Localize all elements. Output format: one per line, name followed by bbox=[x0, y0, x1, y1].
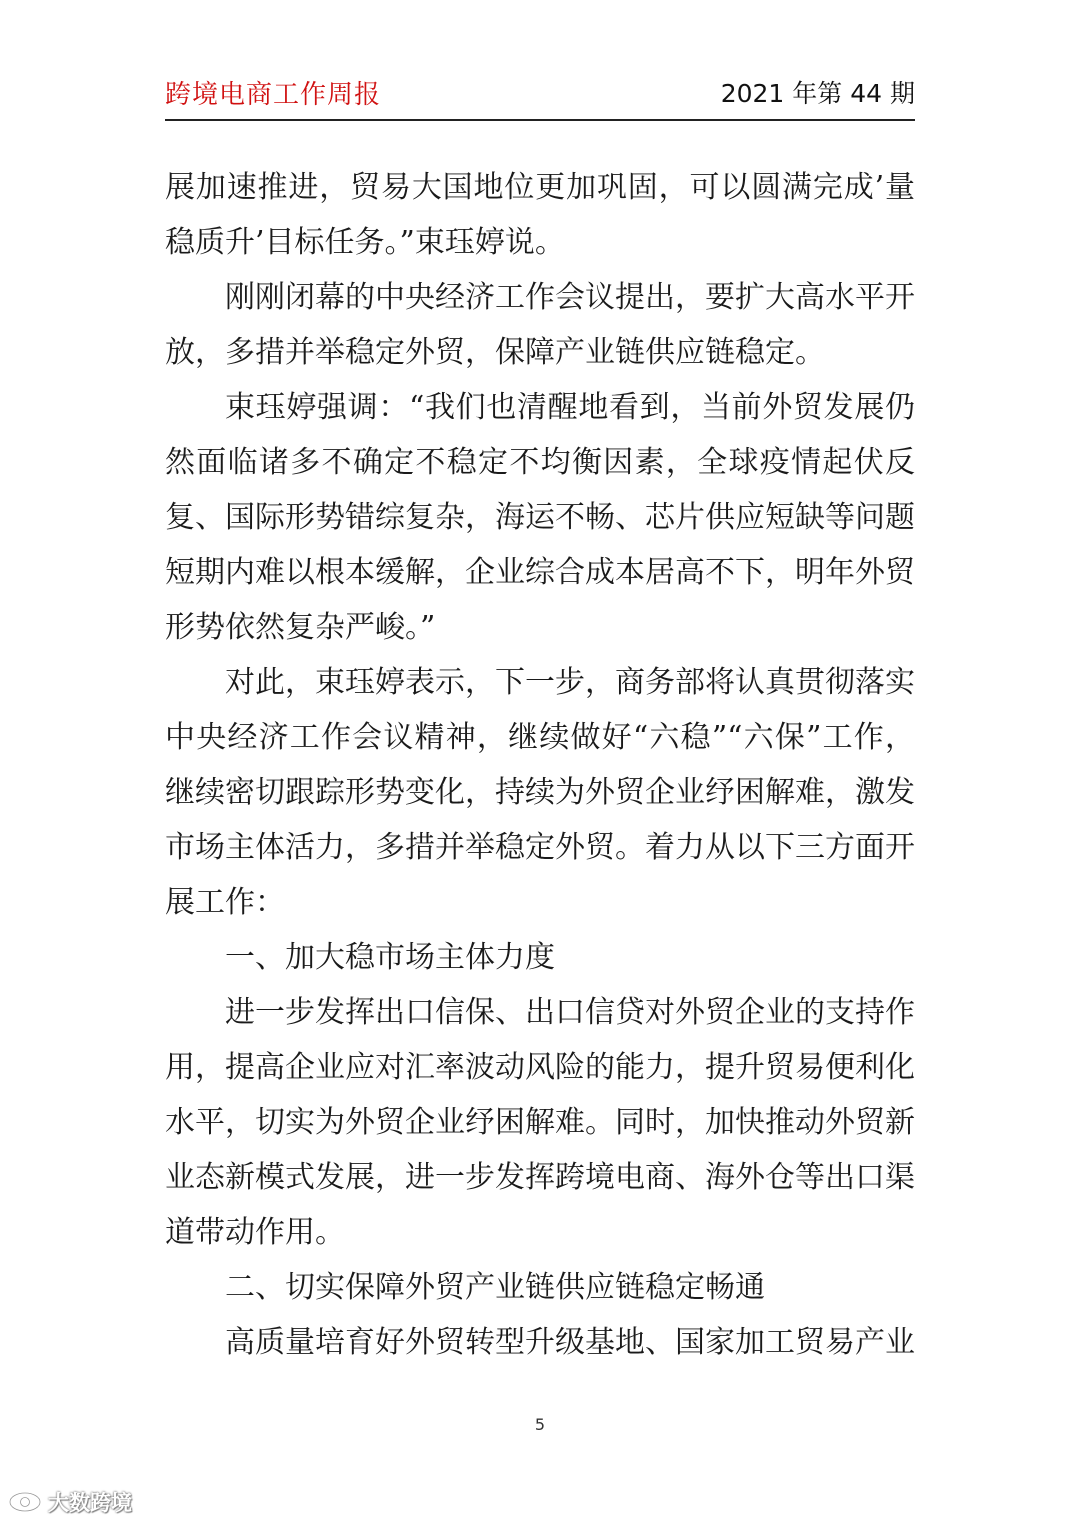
text-line: 进一步发挥出口信保、出口信贷对外贸企业的支持作 bbox=[225, 995, 915, 1030]
text-line: 市场主体活力，多措并举稳定外贸。着力从以下三方面开 bbox=[165, 830, 915, 865]
watermark-text: 大数跨境 bbox=[48, 1491, 132, 1515]
text-line: 然面临诸多不确定不稳定不均衡因素，全球疫情起伏反 bbox=[165, 445, 915, 480]
text-line: 形势依然复杂严峻。” bbox=[165, 610, 436, 645]
text-line: 展加速推进，贸易大国地位更加巩固，可以圆满完成’量 bbox=[165, 170, 915, 205]
section-heading: 一、加大稳市场主体力度 bbox=[225, 940, 555, 975]
text-line: 复、国际形势错综复杂，海运不畅、芯片供应短缺等问题 bbox=[165, 500, 915, 535]
watermark bbox=[8, 1487, 132, 1517]
report-title: 跨境电商工作周报 bbox=[165, 80, 382, 110]
text-line: 水平，切实为外贸企业纾困解难。同时，加快推动外贸新 bbox=[165, 1105, 915, 1140]
eye-logo-icon bbox=[8, 1490, 42, 1514]
section-heading: 二、切实保障外贸产业链供应链稳定畅通 bbox=[225, 1270, 765, 1305]
text-line: 中央经济工作会议精神，继续做好“六稳”“六保”工作， bbox=[165, 720, 915, 755]
document-header bbox=[165, 74, 915, 114]
article-body bbox=[165, 160, 915, 1370]
text-line: 业态新模式发展，进一步发挥跨境电商、海外仓等出口渠 bbox=[165, 1160, 915, 1195]
text-line: 束珏婷强调：“我们也清醒地看到，当前外贸发展仍 bbox=[225, 390, 915, 425]
page-number: 5 bbox=[534, 1415, 546, 1434]
text-line: 放，多措并举稳定外贸，保障产业链供应链稳定。 bbox=[165, 335, 825, 370]
text-line: 道带动作用。 bbox=[165, 1215, 345, 1250]
text-line: 展工作： bbox=[165, 885, 285, 920]
text-line: 用，提高企业应对汇率波动风险的能力，提升贸易便利化 bbox=[165, 1050, 915, 1085]
text-line: 刚刚闭幕的中央经济工作会议提出，要扩大高水平开 bbox=[225, 280, 915, 315]
text-line: 高质量培育好外贸转型升级基地、国家加工贸易产业 bbox=[225, 1325, 915, 1360]
text-line: 短期内难以根本缓解，企业综合成本居高不下，明年外贸 bbox=[165, 555, 915, 590]
issue-number: 2021 年第 44 期 bbox=[720, 79, 915, 108]
text-line: 稳质升’目标任务。”束珏婷说。 bbox=[165, 225, 565, 260]
text-line: 继续密切跟踪形势变化，持续为外贸企业纾困解难，激发 bbox=[165, 775, 915, 810]
text-line: 对此，束珏婷表示，下一步，商务部将认真贯彻落实 bbox=[225, 665, 915, 700]
header-divider bbox=[165, 119, 915, 121]
